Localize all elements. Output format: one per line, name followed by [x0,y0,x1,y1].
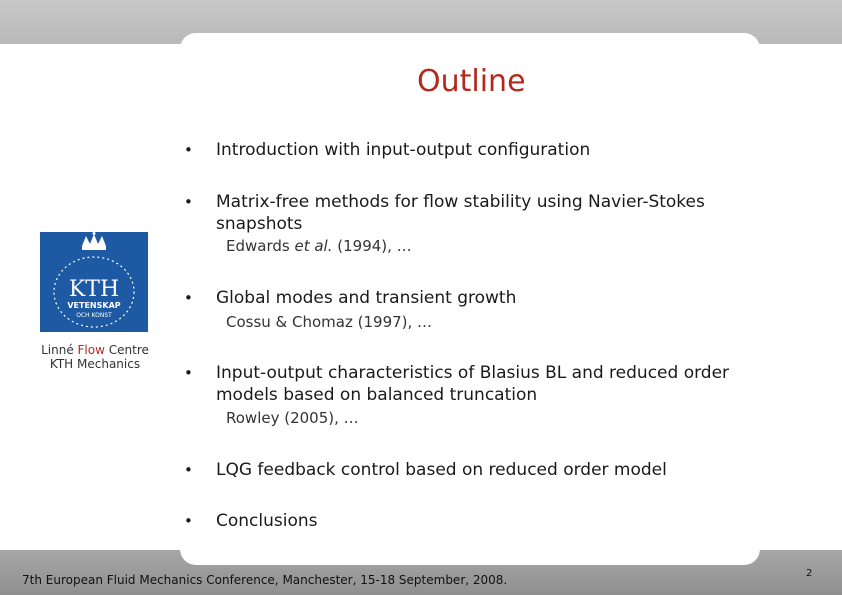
footer-text: 7th European Fluid Mechanics Conference, Manchester, 15-18 September, 2008. [22,573,508,587]
bullet-text: LQG feedback control based on reduced order model [216,460,667,480]
logo-caption-line2: KTH Mechanics [49,357,141,371]
page-number: 2 [806,568,813,579]
logo-line2: OCH KONST [76,312,112,319]
bullet-reference: Rowley (2005), … [226,409,359,427]
bullet-reference: Edwards et al. (1994), … [226,237,412,255]
logo-name: KTH [68,277,120,302]
bullet-text: Input-output characteristics of Blasius BL and reduced order models based on balanced truncation [216,363,730,405]
kth-emblem-icon [40,232,148,332]
logo-line1: VETENSKAP [67,301,121,310]
logo-caption [30,343,160,371]
bullet-reference: Cossu & Chomaz (1997), … [226,313,433,331]
caption-highlight: Flow [77,343,105,357]
kth-logo [40,232,148,332]
bullet-marker: • [184,512,193,530]
bullet-marker: • [184,141,193,159]
bullet-marker: • [184,289,193,307]
logo-caption-line1: Linné Flow Centre [41,343,149,357]
bullet-text: Global modes and transient growth [216,288,517,308]
bullet-marker: • [184,461,193,479]
bullet-marker: • [184,193,193,211]
slide-title: Outline [417,64,526,99]
bullet-text: Introduction with input-output configuration [216,140,591,160]
bullet-marker: • [184,364,193,382]
bullet-text: Matrix-free methods for flow stability using Navier-Stokes snapshots [216,192,705,234]
bullet-text: Conclusions [216,511,318,531]
